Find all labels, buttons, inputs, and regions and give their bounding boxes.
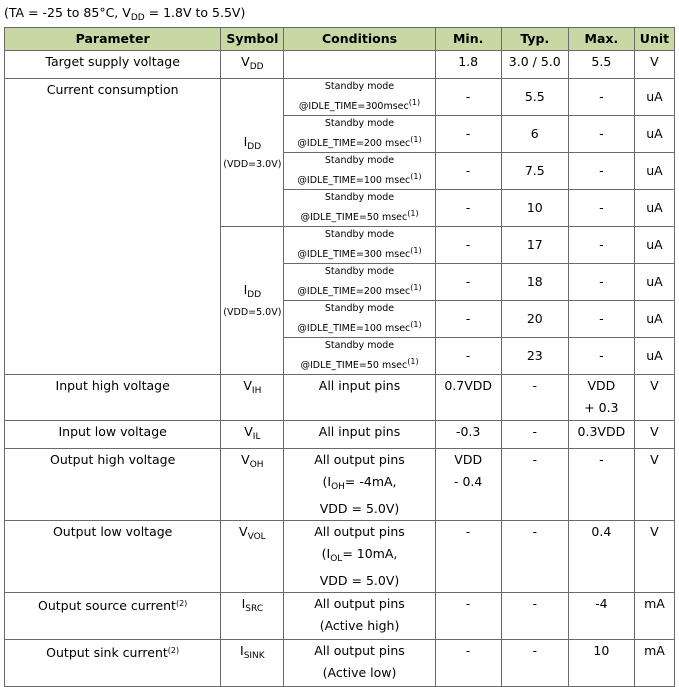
symbol-cell: $V_{DD}$ [221, 51, 284, 79]
param-cell: Output low voltage [5, 521, 221, 593]
unit-cell: uA [634, 116, 674, 153]
typ-cell: - [501, 449, 568, 521]
header-symbol: Symbol [221, 28, 284, 51]
max-cell: - [568, 264, 634, 301]
typ-cell: - [501, 593, 568, 640]
min-cell: - [435, 116, 501, 153]
max-cell: - [568, 449, 634, 521]
conditions-cell: Standby mode @IDLE_TIME=50 msec$^{(1)}$ [284, 190, 435, 227]
param-cell: Current consumption [5, 79, 221, 375]
unit-cell: V [634, 421, 674, 449]
typ-cell: - [501, 421, 568, 449]
symbol-cell: $I_{DD}$ (VDD=3.0V) [221, 79, 284, 227]
table-row [5, 640, 675, 687]
conditions-cell [284, 51, 435, 79]
conditions-cell: All output pins (Active high) [284, 593, 435, 640]
min-cell: - [435, 301, 501, 338]
table-row [5, 593, 675, 640]
param-cell: Output source current$^{(2)}$ [5, 593, 221, 640]
table-row [5, 51, 675, 79]
unit-cell: uA [634, 190, 674, 227]
unit-cell: uA [634, 227, 674, 264]
typ-cell: 23 [501, 338, 568, 375]
min-cell: - [435, 640, 501, 687]
param-cell: Input high voltage [5, 375, 221, 421]
typ-cell: - [501, 521, 568, 593]
unit-cell: uA [634, 153, 674, 190]
conditions-cell: All input pins [284, 421, 435, 449]
max-cell: VDD + 0.3 [568, 375, 634, 421]
header-min: Min. [435, 28, 501, 51]
max-cell: - [568, 227, 634, 264]
min-cell: VDD - 0.4 [435, 449, 501, 521]
conditions-cell: Standby mode @IDLE_TIME=300msec$^{(1)}$ [284, 79, 435, 116]
symbol-cell: $I_{SINK}$ [221, 640, 284, 687]
symbol-cell: $V_{IL}$ [221, 421, 284, 449]
symbol-cell: $V_{IH}$ [221, 375, 284, 421]
symbol-cell: $V_{VOL}$ [221, 521, 284, 593]
min-cell: - [435, 264, 501, 301]
conditions-cell: Standby mode @IDLE_TIME=200 msec$^{(1)}$ [284, 116, 435, 153]
table-caption: (TA = -25 to 85°C, $V_{DD} = 1.8V$ to 5.5V) [4, 5, 246, 23]
param-cell: Output high voltage [5, 449, 221, 521]
max-cell: - [568, 116, 634, 153]
min-cell: - [435, 190, 501, 227]
header-typ: Typ. [501, 28, 568, 51]
typ-cell: 7.5 [501, 153, 568, 190]
symbol-cell: $I_{DD}$ (VDD=5.0V) [221, 227, 284, 375]
header-parameter: Parameter [5, 28, 221, 51]
unit-cell: mA [634, 593, 674, 640]
unit-cell: mA [634, 640, 674, 687]
unit-cell: V [634, 449, 674, 521]
max-cell: 5.5 [568, 51, 634, 79]
typ-cell: - [501, 640, 568, 687]
symbol-cell: $I_{SRC}$ [221, 593, 284, 640]
conditions-cell: Standby mode @IDLE_TIME=100 msec$^{(1)}$ [284, 301, 435, 338]
typ-cell: - [501, 375, 568, 421]
param-cell: Output sink current$^{(2)}$ [5, 640, 221, 687]
unit-cell: V [634, 521, 674, 593]
header-conditions: Conditions [284, 28, 435, 51]
table-row [5, 421, 675, 449]
conditions-cell: All output pins (Active low) [284, 640, 435, 687]
typ-cell: 6 [501, 116, 568, 153]
typ-cell: 3.0 / 5.0 [501, 51, 568, 79]
min-cell: - [435, 153, 501, 190]
min-cell: - [435, 227, 501, 264]
max-cell: - [568, 79, 634, 116]
min-cell: -0.3 [435, 421, 501, 449]
header-unit: Unit [634, 28, 674, 51]
min-cell: 1.8 [435, 51, 501, 79]
conditions-cell: All input pins [284, 375, 435, 421]
typ-cell: 20 [501, 301, 568, 338]
unit-cell: V [634, 51, 674, 79]
conditions-cell: All output pins ($I_{OH}= -4mA$, VDD = 5.0V) [284, 449, 435, 521]
conditions-cell: Standby mode @IDLE_TIME=50 msec$^{(1)}$ [284, 338, 435, 375]
header-max: Max. [568, 28, 634, 51]
max-cell: 0.4 [568, 521, 634, 593]
conditions-cell: Standby mode @IDLE_TIME=300 msec$^{(1)}$ [284, 227, 435, 264]
max-cell: 10 [568, 640, 634, 687]
max-cell: - [568, 153, 634, 190]
max-cell: -4 [568, 593, 634, 640]
typ-cell: 17 [501, 227, 568, 264]
table-row [5, 521, 675, 593]
conditions-cell: Standby mode @IDLE_TIME=200 msec$^{(1)}$ [284, 264, 435, 301]
table-row [5, 79, 675, 116]
unit-cell: uA [634, 301, 674, 338]
conditions-cell: All output pins ($I_{OL}= 10mA$, VDD = 5.0V) [284, 521, 435, 593]
table-row [5, 375, 675, 421]
typ-cell: 5.5 [501, 79, 568, 116]
table-row [5, 449, 675, 521]
min-cell: 0.7VDD [435, 375, 501, 421]
header-row [5, 28, 675, 51]
unit-cell: uA [634, 338, 674, 375]
symbol-cell: $V_{OH}$ [221, 449, 284, 521]
unit-cell: V [634, 375, 674, 421]
max-cell: 0.3VDD [568, 421, 634, 449]
min-cell: - [435, 521, 501, 593]
unit-cell: uA [634, 264, 674, 301]
max-cell: - [568, 190, 634, 227]
max-cell: - [568, 338, 634, 375]
param-cell: Input low voltage [5, 421, 221, 449]
typ-cell: 18 [501, 264, 568, 301]
conditions-cell: Standby mode @IDLE_TIME=100 msec$^{(1)}$ [284, 153, 435, 190]
min-cell: - [435, 593, 501, 640]
unit-cell: uA [634, 79, 674, 116]
min-cell: - [435, 79, 501, 116]
max-cell: - [568, 301, 634, 338]
typ-cell: 10 [501, 190, 568, 227]
electrical-characteristics-table [4, 27, 675, 687]
param-cell: Target supply voltage [5, 51, 221, 79]
min-cell: - [435, 338, 501, 375]
